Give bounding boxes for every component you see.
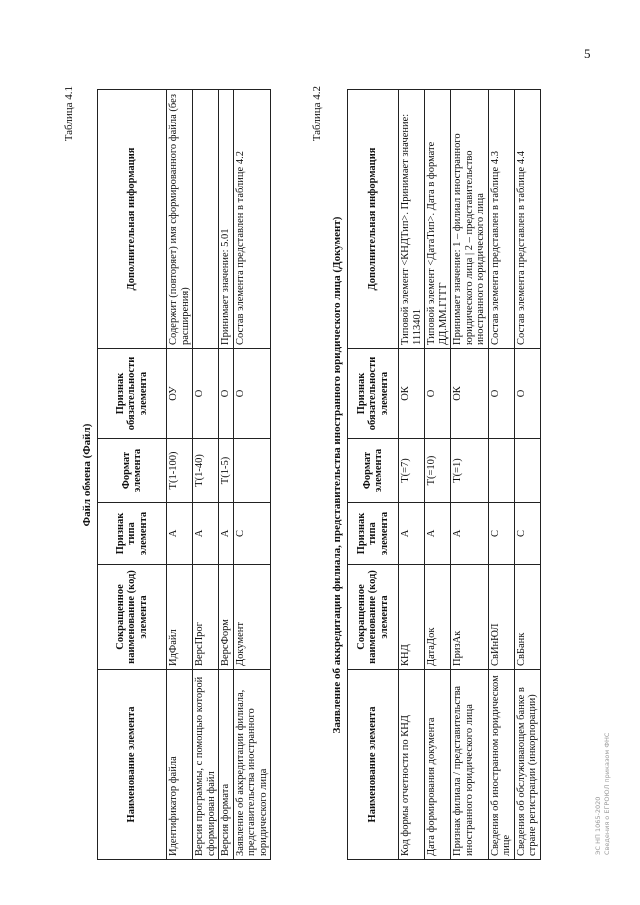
- cell: Принимает значение: 1 – филиал иностранного юридического лица | 2 – представительство иностранного юридического лица: [451, 90, 489, 349]
- header-cell: Признак типа элемента: [348, 503, 399, 565]
- cell: [488, 439, 514, 503]
- cell: О: [514, 349, 540, 439]
- cell: А: [193, 503, 219, 565]
- cell: А: [399, 503, 425, 565]
- table-row: [488, 90, 514, 860]
- table-row: [219, 90, 234, 860]
- header-cell: Признак обязательности элемента: [98, 349, 167, 439]
- table2-title: Заявление об аккредитации филиала, представительства иностранного юридического лица (Документ): [331, 216, 343, 734]
- cell: Версия программы, с помощью которой сформирован файл: [193, 670, 219, 860]
- cell: О: [193, 349, 219, 439]
- header-cell: Наименование элемента: [348, 670, 399, 860]
- cell: ИдФайл: [167, 565, 193, 670]
- cell: [193, 90, 219, 349]
- cell: ПризАк: [451, 565, 489, 670]
- cell: Состав элемента представлен в таблице 4.3: [488, 90, 514, 349]
- cell: Типовой элемент <КНДТип>. Принимает значение: 1113401: [399, 90, 425, 349]
- cell: О: [425, 349, 451, 439]
- header-cell: Дополнительная информация: [98, 90, 167, 349]
- cell: Сведения об обслуживающем банке в стране регистрации (инкорпорации): [514, 670, 540, 860]
- cell: СвБанк: [514, 565, 540, 670]
- cell: Принимает значение: 5.01: [219, 90, 234, 349]
- cell: Версия формата: [219, 670, 234, 860]
- table-row: [233, 90, 271, 860]
- table-row: [451, 90, 489, 860]
- header-cell: Формат элемента: [98, 439, 167, 503]
- cell: Состав элемента представлен в таблице 4.4: [514, 90, 540, 349]
- cell: T(1-100): [167, 439, 193, 503]
- cell: Дата формирования документа: [425, 670, 451, 860]
- cell: Состав элемента представлен в таблице 4.2: [233, 90, 271, 349]
- table-header-row: [348, 90, 399, 860]
- cell: А: [219, 503, 234, 565]
- header-cell: Сокращенное наименование (код) элемента: [348, 565, 399, 670]
- scan-mark-line: ЭС НП 1065-2020: [594, 796, 602, 855]
- header-cell: Признак обязательности элемента: [348, 349, 399, 439]
- cell: О: [488, 349, 514, 439]
- table-row: [167, 90, 193, 860]
- page-number: 5: [584, 46, 591, 61]
- cell: ВерсПрог: [193, 565, 219, 670]
- header-cell: Дополнительная информация: [348, 90, 399, 349]
- cell: ВерсФорм: [219, 565, 234, 670]
- table-row: [193, 90, 219, 860]
- cell: О: [233, 349, 271, 439]
- cell: С: [488, 503, 514, 565]
- table1: [97, 89, 271, 860]
- table1-title: Файл обмена (Файл): [81, 423, 93, 527]
- cell: ОУ: [167, 349, 193, 439]
- cell: Заявление об аккредитации филиала, представительства иностранного юридического лица: [233, 670, 271, 860]
- cell: Типовой элемент <ДатаТип>. Дата в формате ДД.ММ.ГГГГ: [425, 90, 451, 349]
- cell: А: [167, 503, 193, 565]
- cell: [514, 439, 540, 503]
- cell: T(=1): [451, 439, 489, 503]
- cell: СвИнЮЛ: [488, 565, 514, 670]
- header-cell: Признак типа элемента: [98, 503, 167, 565]
- cell: ДатаДок: [425, 565, 451, 670]
- cell: T(=10): [425, 439, 451, 503]
- cell: [233, 439, 271, 503]
- cell: T(1-40): [193, 439, 219, 503]
- cell: С: [514, 503, 540, 565]
- header-cell: Формат элемента: [348, 439, 399, 503]
- table2: [347, 89, 541, 860]
- scan-mark-line: Сведения о ЕГРОЮЛ приказом ФНС: [603, 732, 611, 855]
- table1-caption: Таблица 4.1: [63, 86, 75, 142]
- cell: Содержит (повторяет) имя сформированного файла (без расширения): [167, 90, 193, 349]
- cell: T(=7): [399, 439, 425, 503]
- cell: Идентификатор файла: [167, 670, 193, 860]
- table2-caption: Таблица 4.2: [311, 86, 323, 142]
- header-cell: Сокращенное наименование (код) элемента: [98, 565, 167, 670]
- cell: Код формы отчетности по КНД: [399, 670, 425, 860]
- cell: КНД: [399, 565, 425, 670]
- table-header-row: [98, 90, 167, 860]
- cell: ОК: [399, 349, 425, 439]
- cell: А: [425, 503, 451, 565]
- table-row: [514, 90, 540, 860]
- table-row: [425, 90, 451, 860]
- cell: Сведения об иностранном юридическом лице: [488, 670, 514, 860]
- cell: T(1-5): [219, 439, 234, 503]
- scan-mark: [594, 655, 611, 855]
- rotated-content: [55, 70, 590, 880]
- cell: А: [451, 503, 489, 565]
- header-cell: Наименование элемента: [98, 670, 167, 860]
- cell: О: [219, 349, 234, 439]
- cell: ОК: [451, 349, 489, 439]
- cell: Документ: [233, 565, 271, 670]
- cell: Признак филиала / представительства иностранного юридического лица: [451, 670, 489, 860]
- table-row: [399, 90, 425, 860]
- cell: С: [233, 503, 271, 565]
